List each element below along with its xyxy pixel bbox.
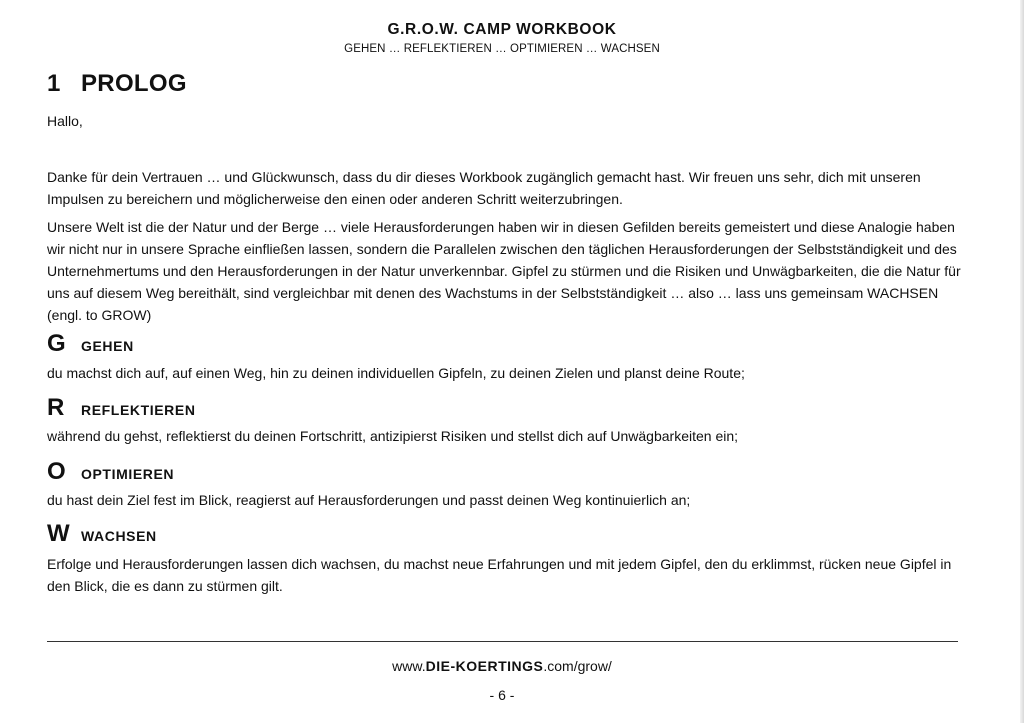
- workbook-subtitle: GEHEN … REFLEKTIEREN … OPTIMIEREN … WACHSEN: [344, 43, 660, 55]
- url-prefix: www.: [392, 658, 426, 674]
- footer-divider: [47, 641, 958, 642]
- workbook-title: G.R.O.W. CAMP WORKBOOK: [387, 21, 617, 38]
- step-description-optimieren: du hast dein Ziel fest im Blick, reagierst auf Herausforderungen und passt deinen Weg kontinuierlich an;: [47, 492, 691, 508]
- url-brand: DIE-KOERTINGS: [425, 658, 544, 674]
- url-suffix: .com/grow/: [543, 658, 612, 674]
- analogy-paragraph: Unsere Welt ist die der Natur und der Berge … viele Herausforderungen haben wir in diesen Gefilden bereits gemeistert und diese Analogie haben wir nicht nur in unsere Sprache einfließen lassen, sondern die Parallelen zwischen den täglichen Herausforderungen der Selbstständigkeit und des Unternehmertums und den Herausforderungen in der Natur unverkennbar. Gipfel zu stürmen und die Risiken und Unwägbarkeiten, die die Natur für uns auf diesem Weg bereithält, sind vergleichbar mit denen des Wachstums in der Selbstständigkeit … also … lass uns gemeinsam WACHSEN (engl. to GROW): [47, 219, 961, 323]
- step-description-reflektieren: während du gehst, reflektierst du deinen Fortschritt, antizipierst Risiken und stellst dich auf Unwägbarkeiten ein;: [47, 428, 739, 444]
- step-heading-gehen: [47, 330, 134, 358]
- step-letter: R: [47, 394, 65, 421]
- footer-website-link[interactable]: [0, 658, 1004, 674]
- page-number: - 6 -: [489, 687, 515, 703]
- step-letter: W: [47, 520, 70, 547]
- intro-paragraph: Danke für dein Vertrauen … und Glückwunsch, dass du dir dieses Workbook zugänglich gemacht hast. Wir freuen uns sehr, dich mit unseren Impulsen zu bereichern und möglicherweise den einen oder anderen Schritt weiterzubringen.: [47, 169, 921, 207]
- step-heading-optimieren: [47, 458, 174, 486]
- step-word: OPTIMIEREN: [81, 466, 175, 482]
- chapter-heading: [47, 70, 187, 98]
- step-description-gehen: du machst dich auf, auf einen Weg, hin zu deinen individuellen Gipfeln, zu deinen Zielen und planst deine Route;: [47, 365, 745, 381]
- greeting-text: Hallo,: [47, 113, 83, 129]
- step-letter: G: [47, 330, 66, 357]
- chapter-number: 1: [47, 70, 61, 97]
- page-edge: [1020, 0, 1024, 723]
- step-word: WACHSEN: [81, 528, 157, 544]
- step-word: REFLEKTIEREN: [81, 402, 196, 418]
- step-word: GEHEN: [81, 338, 134, 354]
- step-heading-reflektieren: [47, 394, 196, 422]
- step-description-wachsen: Erfolge und Herausforderungen lassen dich wachsen, du machst neue Erfahrungen und mit jedem Gipfel, den du erklimmst, rücken neue Gipfel in den Blick, die es dann zu stürmen gilt.: [47, 556, 952, 594]
- chapter-title: PROLOG: [81, 70, 187, 97]
- step-letter: O: [47, 458, 66, 485]
- step-heading-wachsen: [47, 520, 157, 548]
